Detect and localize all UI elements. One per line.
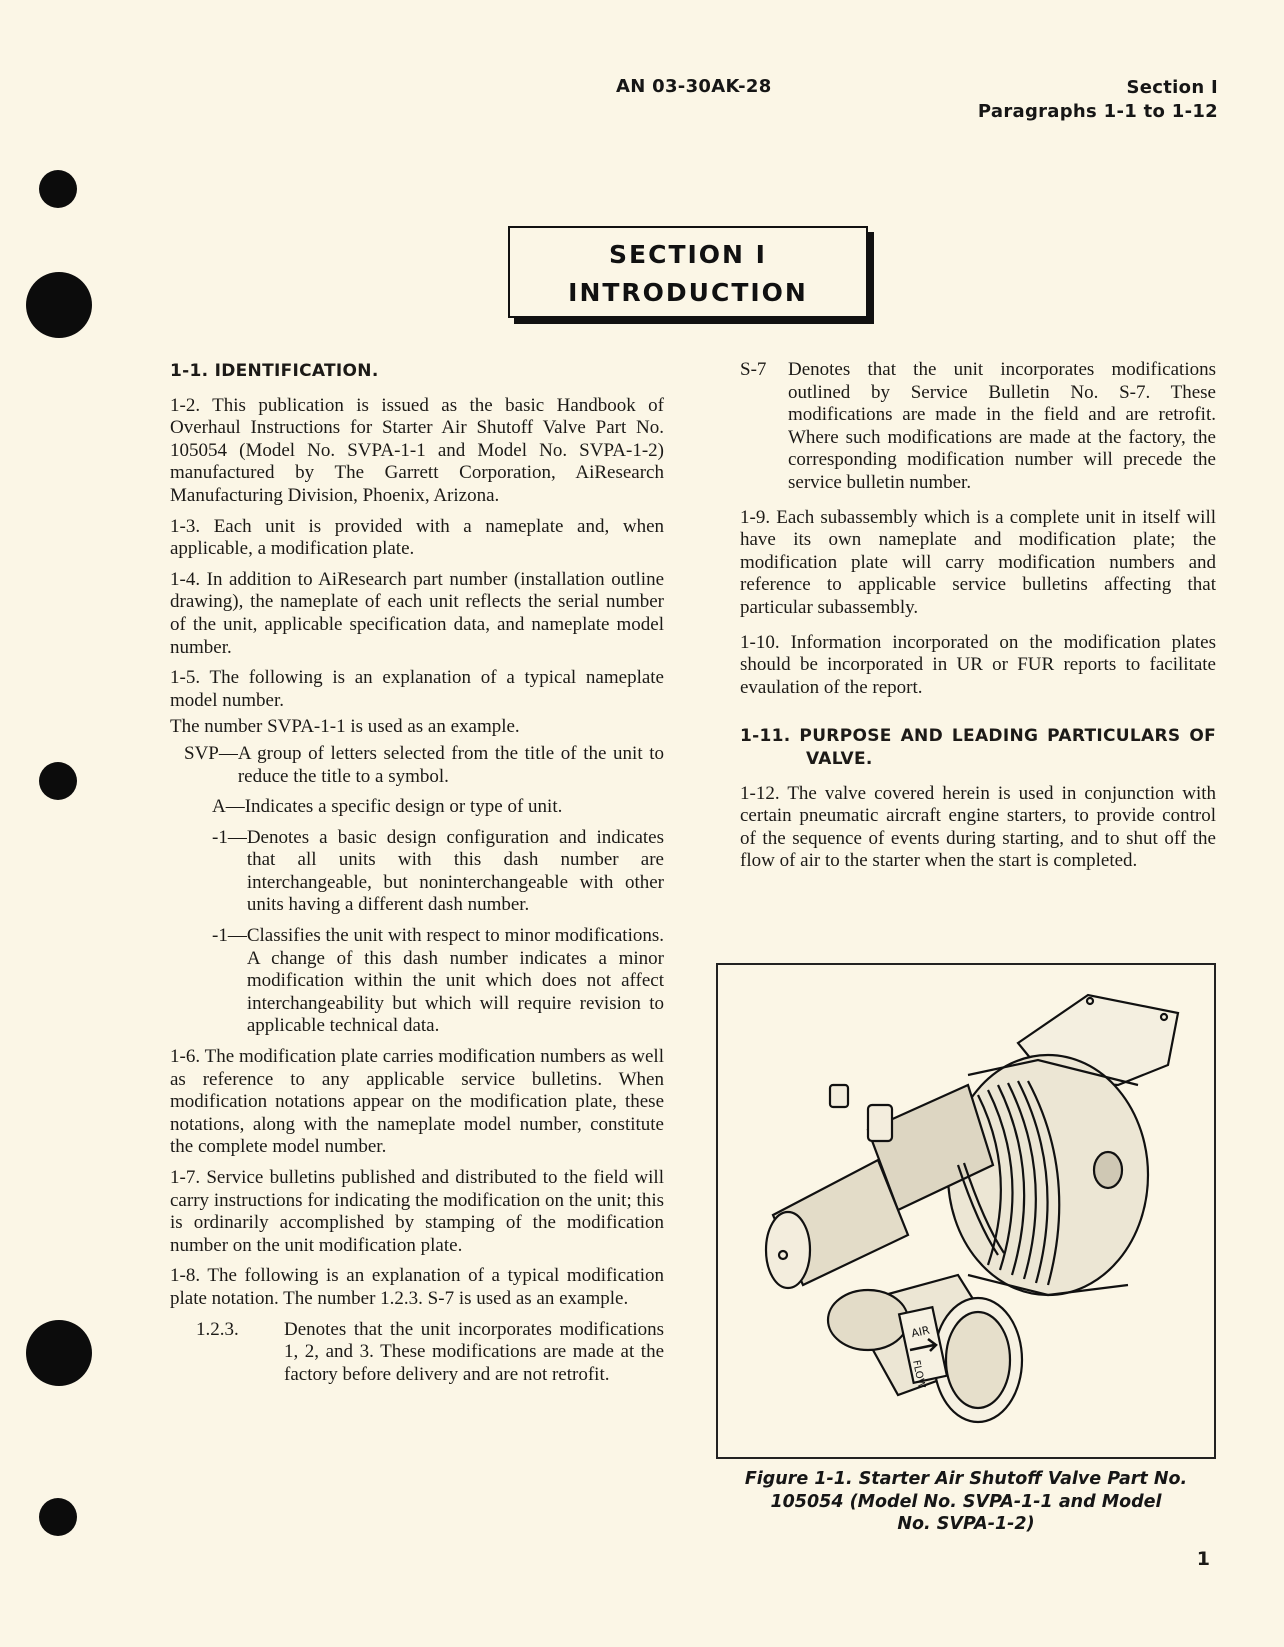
- svg-text:FLOW: FLOW: [910, 1359, 927, 1390]
- definition-desc: Denotes that the unit incorporates modifications 1, 2, and 3. These modifications are made at the factory before delivery and are not retrofit.: [284, 1318, 664, 1385]
- paragraph-1-3: 1-3. Each unit is provided with a nameplate and, when applicable, a modification plate.: [170, 515, 664, 560]
- heading-identification: 1-1. IDENTIFICATION.: [170, 361, 379, 381]
- definition-desc: Denotes a basic design configuration and indicates that all units with this dash number are interchangeable, but noninterchangeable with other units having a different dash number.: [246, 826, 664, 916]
- figure-valve-illustration: [716, 963, 1216, 1459]
- paragraph-1-5: 1-5. The following is an explanation of a typical nameplate model number.: [170, 667, 664, 711]
- page-header-right: [978, 76, 1218, 124]
- document-number: AN 03-30AK-28: [616, 76, 772, 97]
- definition-item: [170, 796, 664, 819]
- definition-item: [170, 925, 664, 1038]
- definition-term: A—: [212, 796, 245, 818]
- section-subtitle: INTRODUCTION: [568, 278, 808, 307]
- paragraph-1-9: 1-9. Each subassembly which is a complete unit in itself will have its own nameplate and modification plate; the modification plate will carry modification numbers and reference to applicable service bulletins affecting that particular subassembly.: [740, 506, 1216, 618]
- paragraph-1-2: 1-2. This publication is issued as the basic Handbook of Overhaul Instructions for Starter Air Shutoff Valve Part No. 105054 (Model No. SVPA-1-1 and Model No. SVPA-1-2) manufactured by The Garrett Corporation, AiResearch Manufacturing Division, Phoenix, Arizona.: [170, 394, 664, 506]
- paragraph-1-8: 1-8. The following is an explanation of a typical modification plate notation. The number 1.2.3. S-7 is used as an example.: [170, 1265, 664, 1309]
- definition-term: -1—: [212, 826, 247, 848]
- paragraph-1-7: 1-7. Service bulletins published and distributed to the field will carry instructions for indicating the modification on the unit; this is ordinarily accomplished by stamping of the modification number on the unit modification plate.: [170, 1167, 664, 1256]
- punch-hole: [39, 170, 77, 208]
- definition-desc: Denotes that the unit incorporates modifications outlined by Service Bulletin No. S-7. These modifications are made in the field and are retrofit. Where such modifications are made at the factory, the corresponding modification number will precede the service bulletin number.: [788, 359, 1216, 493]
- section-label: Section I: [1126, 77, 1218, 98]
- definition-item: [170, 743, 664, 788]
- example-line: The number SVPA-1-1 is used as an example.: [170, 716, 520, 738]
- caption-line: Figure 1-1. Starter Air Shutoff Valve Part No.: [744, 1469, 1188, 1489]
- svg-text:AIR: AIR: [910, 1323, 931, 1341]
- section-title-box: [508, 226, 868, 318]
- punch-hole: [39, 762, 77, 800]
- modification-definition: [170, 1319, 664, 1387]
- paragraph-range: Paragraphs 1-1 to 1-12: [977, 101, 1218, 122]
- caption-line: No. SVPA-1-2): [897, 1514, 1035, 1534]
- heading-purpose: 1-11. PURPOSE AND LEADING PARTICULARS OF VALVE.: [740, 726, 1216, 769]
- caption-line: 105054 (Model No. SVPA-1-1 and Model: [770, 1491, 1162, 1512]
- service-bulletin-definition: [740, 359, 1216, 495]
- definition-term: -1—: [212, 925, 247, 947]
- definition-item: [170, 827, 664, 917]
- definition-term: SVP—: [184, 742, 238, 764]
- paragraph-1-12: 1-12. The valve covered herein is used in conjunction with certain pneumatic aircraft engine starters, to provide control of the sequence of events during starting, and to shut off the flow of air to the starter when the start is completed.: [740, 782, 1216, 872]
- valve-drawing-icon: [718, 965, 1214, 1457]
- figure-caption: [716, 1468, 1216, 1536]
- definition-desc: Classifies the unit with respect to minor modifications. A change of this dash number indicates a minor modification within the unit which does not affect interchangeability but which will require revision to applicable technical data.: [246, 925, 664, 1037]
- definition-desc: A group of letters selected from the title of the unit to reduce the title to a symbol.: [237, 742, 664, 787]
- definition-term: S-7: [740, 359, 767, 380]
- punch-hole: [39, 1498, 77, 1536]
- definition-term: 1.2.3.: [196, 1318, 239, 1340]
- paragraph-1-6: 1-6. The modification plate carries modification numbers as well as reference to any applicable service bulletins. When modification notations appear on the modification plate, these notations, along with the nameplate model number, constitute the complete model number.: [170, 1046, 664, 1158]
- paragraph-1-10: 1-10. Information incorporated on the modification plates should be incorporated in UR or FUR reports to facilitate evaulation of the report.: [740, 631, 1216, 698]
- punch-hole: [26, 1320, 92, 1386]
- paragraph-1-4: 1-4. In addition to AiResearch part number (installation outline drawing), the nameplate of each unit reflects the serial number of the unit, applicable specification data, and nameplate model number.: [170, 568, 664, 658]
- section-title: SECTION I: [609, 240, 767, 269]
- definition-desc: Indicates a specific design or type of unit.: [244, 796, 563, 818]
- left-column: [170, 360, 664, 1394]
- right-column: [740, 359, 1216, 881]
- punch-hole: [26, 272, 92, 338]
- page-number: 1: [1196, 1548, 1210, 1570]
